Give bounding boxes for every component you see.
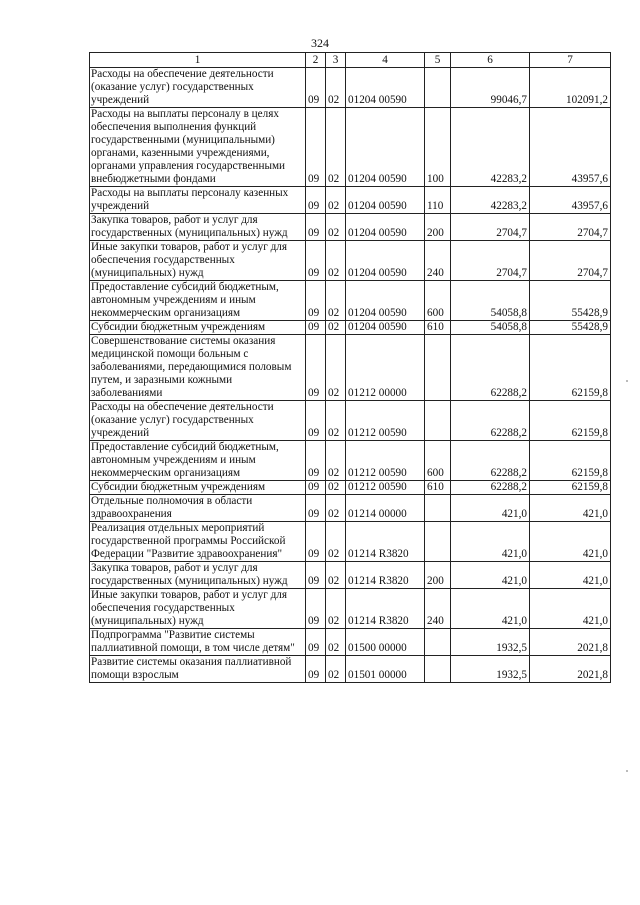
row-amount-1: 42283,2 (451, 187, 530, 214)
row-subsection: 02 (326, 441, 346, 481)
row-expense-type (425, 335, 451, 401)
row-amount-2: 2021,8 (530, 656, 611, 683)
row-amount-1: 99046,7 (451, 68, 530, 108)
row-target-code: 01212 00000 (346, 335, 425, 401)
row-amount-2: 421,0 (530, 589, 611, 629)
row-target-code: 01204 00590 (346, 108, 425, 187)
scan-speck (626, 770, 628, 772)
row-expense-type: 200 (425, 562, 451, 589)
row-subsection: 02 (326, 321, 346, 335)
row-section: 09 (306, 441, 326, 481)
row-target-code: 01204 00590 (346, 214, 425, 241)
row-subsection: 02 (326, 629, 346, 656)
header-row (90, 53, 611, 68)
table-header (90, 53, 611, 68)
table-row (90, 522, 611, 562)
row-expense-type: 610 (425, 321, 451, 335)
row-amount-2: 421,0 (530, 562, 611, 589)
row-amount-2: 43957,6 (530, 108, 611, 187)
header-col-7: 7 (530, 53, 611, 68)
row-name: Предоставление субсидий бюджетным, автономным учреждениям и иным некоммерческим организациям (90, 281, 306, 321)
row-target-code: 01214 R3820 (346, 522, 425, 562)
row-target-code: 01212 00590 (346, 401, 425, 441)
row-subsection: 02 (326, 495, 346, 522)
row-section: 09 (306, 401, 326, 441)
row-amount-1: 421,0 (451, 562, 530, 589)
row-amount-2: 55428,9 (530, 321, 611, 335)
row-target-code: 01214 R3820 (346, 589, 425, 629)
row-amount-1: 421,0 (451, 522, 530, 562)
row-subsection: 02 (326, 589, 346, 629)
table-row (90, 187, 611, 214)
row-amount-1: 54058,8 (451, 281, 530, 321)
budget-table (89, 52, 611, 683)
row-name: Расходы на обеспечение деятельности (оказание услуг) государственных учреждений (90, 401, 306, 441)
row-section: 09 (306, 187, 326, 214)
row-section: 09 (306, 241, 326, 281)
scan-speck (626, 380, 628, 382)
row-amount-1: 42283,2 (451, 108, 530, 187)
row-name: Предоставление субсидий бюджетным, автономным учреждениям и иным некоммерческим организациям (90, 441, 306, 481)
header-col-3: 3 (326, 53, 346, 68)
row-amount-2: 102091,2 (530, 68, 611, 108)
table-row (90, 321, 611, 335)
row-amount-2: 62159,8 (530, 401, 611, 441)
header-col-2: 2 (306, 53, 326, 68)
row-target-code: 01214 00000 (346, 495, 425, 522)
row-amount-1: 62288,2 (451, 401, 530, 441)
row-target-code: 01204 00590 (346, 68, 425, 108)
row-name: Развитие системы оказания паллиативной помощи взрослым (90, 656, 306, 683)
row-target-code: 01500 00000 (346, 629, 425, 656)
row-amount-1: 2704,7 (451, 214, 530, 241)
row-expense-type: 600 (425, 281, 451, 321)
row-subsection: 02 (326, 335, 346, 401)
row-name: Субсидии бюджетным учреждениям (90, 321, 306, 335)
row-section: 09 (306, 335, 326, 401)
page-number: 324 (311, 36, 329, 50)
row-amount-2: 2704,7 (530, 241, 611, 281)
row-amount-2: 62159,8 (530, 335, 611, 401)
row-subsection: 02 (326, 68, 346, 108)
row-name: Отдельные полномочия в области здравоохранения (90, 495, 306, 522)
row-name: Расходы на выплаты персоналу в целях обеспечения выполнения функций государственными (муниципальными) органами, казенными учреждениями, органами управления государственными внебюджетными фондами (90, 108, 306, 187)
row-section: 09 (306, 68, 326, 108)
row-expense-type (425, 495, 451, 522)
row-section: 09 (306, 108, 326, 187)
table-row (90, 281, 611, 321)
row-amount-1: 421,0 (451, 495, 530, 522)
table-row (90, 241, 611, 281)
row-subsection: 02 (326, 401, 346, 441)
row-subsection: 02 (326, 481, 346, 495)
row-amount-2: 55428,9 (530, 281, 611, 321)
row-amount-1: 1932,5 (451, 629, 530, 656)
row-name: Иные закупки товаров, работ и услуг для обеспечения государственных (муниципальных) нужд (90, 241, 306, 281)
row-name: Совершенствование системы оказания медицинской помощи больным с заболеваниями, передающимися половым путем, и заразными кожными заболеваниями (90, 335, 306, 401)
table-row (90, 441, 611, 481)
row-expense-type: 110 (425, 187, 451, 214)
row-subsection: 02 (326, 562, 346, 589)
row-target-code: 01204 00590 (346, 321, 425, 335)
row-section: 09 (306, 522, 326, 562)
row-section: 09 (306, 481, 326, 495)
header-col-1: 1 (90, 53, 306, 68)
row-amount-1: 62288,2 (451, 335, 530, 401)
row-subsection: 02 (326, 241, 346, 281)
row-expense-type (425, 401, 451, 441)
row-target-code: 01204 00590 (346, 241, 425, 281)
row-target-code: 01204 00590 (346, 281, 425, 321)
table-row (90, 401, 611, 441)
row-name: Иные закупки товаров, работ и услуг для обеспечения государственных (муниципальных) нужд (90, 589, 306, 629)
header-col-4: 4 (346, 53, 425, 68)
row-amount-2: 2704,7 (530, 214, 611, 241)
row-target-code: 01212 00590 (346, 481, 425, 495)
row-expense-type (425, 522, 451, 562)
table-row (90, 495, 611, 522)
table-row (90, 589, 611, 629)
row-expense-type: 100 (425, 108, 451, 187)
row-expense-type (425, 629, 451, 656)
row-expense-type: 240 (425, 589, 451, 629)
row-section: 09 (306, 629, 326, 656)
row-amount-1: 421,0 (451, 589, 530, 629)
header-col-5: 5 (425, 53, 451, 68)
header-col-6: 6 (451, 53, 530, 68)
row-subsection: 02 (326, 522, 346, 562)
row-section: 09 (306, 589, 326, 629)
table-row (90, 629, 611, 656)
table-row (90, 108, 611, 187)
row-subsection: 02 (326, 214, 346, 241)
row-section: 09 (306, 321, 326, 335)
row-name: Расходы на обеспечение деятельности (оказание услуг) государственных учреждений (90, 68, 306, 108)
row-section: 09 (306, 214, 326, 241)
table-row (90, 481, 611, 495)
row-amount-2: 2021,8 (530, 629, 611, 656)
row-section: 09 (306, 281, 326, 321)
row-expense-type: 240 (425, 241, 451, 281)
table-row (90, 335, 611, 401)
row-name: Субсидии бюджетным учреждениям (90, 481, 306, 495)
row-amount-1: 62288,2 (451, 441, 530, 481)
row-subsection: 02 (326, 108, 346, 187)
row-amount-1: 54058,8 (451, 321, 530, 335)
row-name: Закупка товаров, работ и услуг для государственных (муниципальных) нужд (90, 562, 306, 589)
row-amount-1: 1932,5 (451, 656, 530, 683)
row-expense-type: 610 (425, 481, 451, 495)
table-row (90, 562, 611, 589)
table-row (90, 214, 611, 241)
row-expense-type (425, 68, 451, 108)
table-row (90, 68, 611, 108)
row-section: 09 (306, 562, 326, 589)
row-name: Реализация отдельных мероприятий государственной программы Российской Федерации "Развитие здравоохранения" (90, 522, 306, 562)
row-target-code: 01501 00000 (346, 656, 425, 683)
row-section: 09 (306, 656, 326, 683)
row-amount-2: 43957,6 (530, 187, 611, 214)
row-amount-2: 62159,8 (530, 441, 611, 481)
row-expense-type: 200 (425, 214, 451, 241)
row-name: Подпрограмма "Развитие системы паллиативной помощи, в том числе детям" (90, 629, 306, 656)
row-target-code: 01204 00590 (346, 187, 425, 214)
row-target-code: 01214 R3820 (346, 562, 425, 589)
row-amount-2: 62159,8 (530, 481, 611, 495)
row-subsection: 02 (326, 281, 346, 321)
row-name: Закупка товаров, работ и услуг для государственных (муниципальных) нужд (90, 214, 306, 241)
row-target-code: 01212 00590 (346, 441, 425, 481)
table-row (90, 656, 611, 683)
row-expense-type: 600 (425, 441, 451, 481)
row-name: Расходы на выплаты персоналу казенных учреждений (90, 187, 306, 214)
row-subsection: 02 (326, 187, 346, 214)
row-amount-2: 421,0 (530, 495, 611, 522)
row-section: 09 (306, 495, 326, 522)
row-amount-2: 421,0 (530, 522, 611, 562)
row-subsection: 02 (326, 656, 346, 683)
row-amount-1: 2704,7 (451, 241, 530, 281)
row-amount-1: 62288,2 (451, 481, 530, 495)
row-expense-type (425, 656, 451, 683)
table-body (90, 68, 611, 683)
